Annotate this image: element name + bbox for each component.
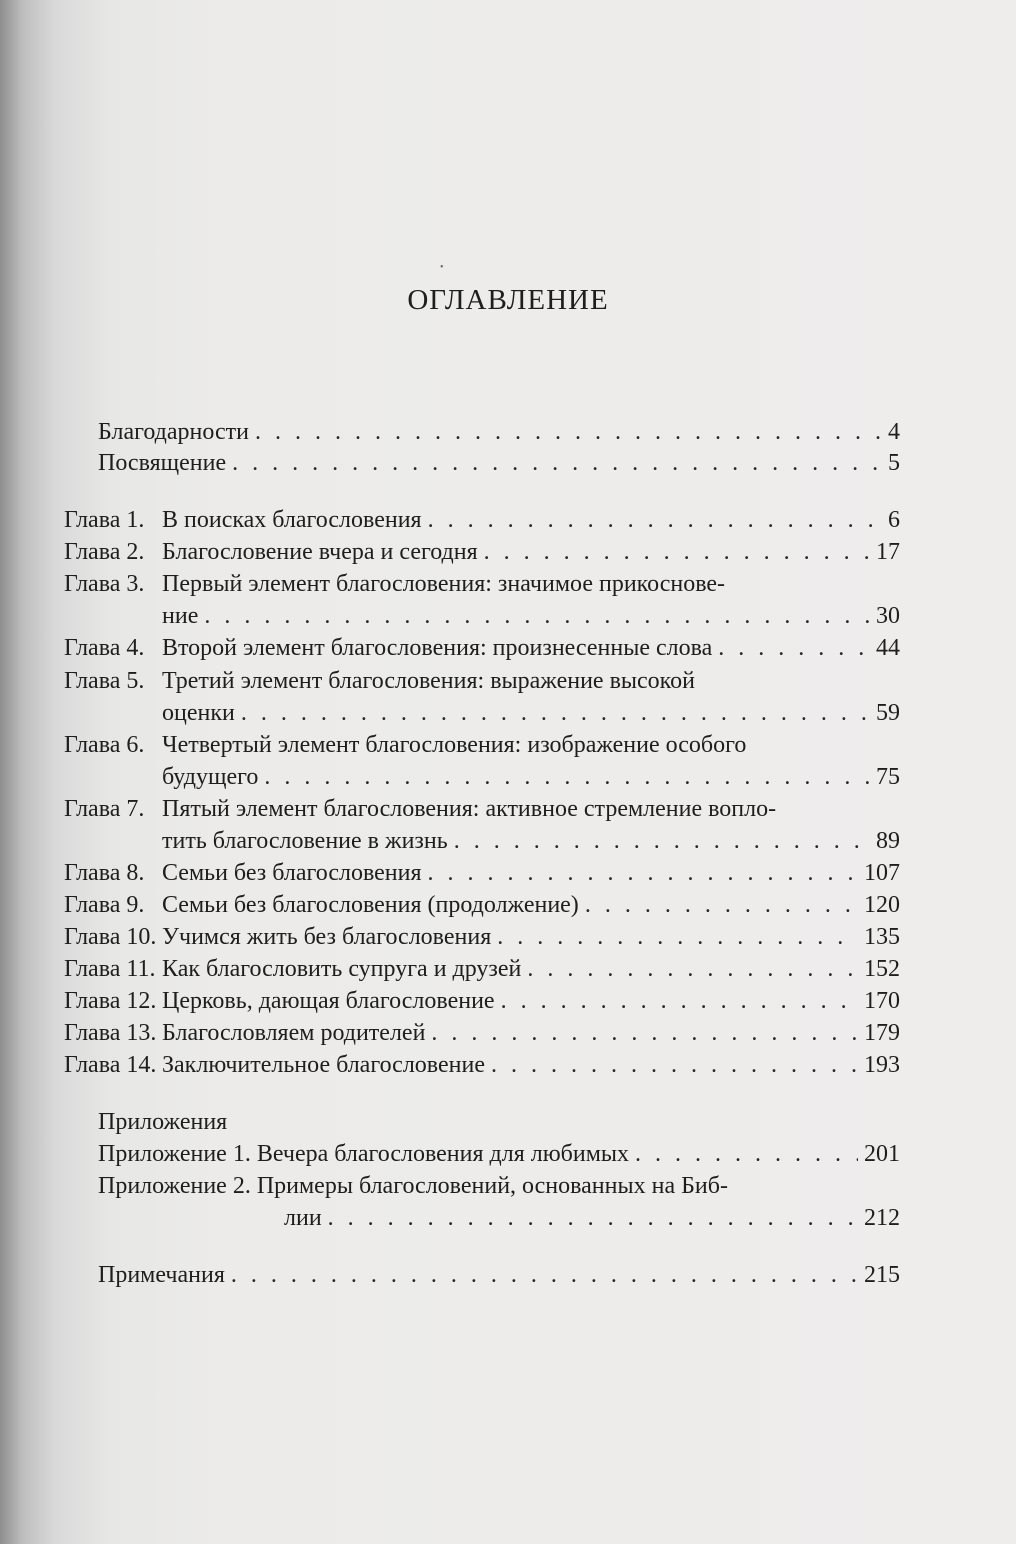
dot-leader [501,986,858,1017]
chapter-number: Глава 14. [64,1052,157,1078]
entry-title-line: Четвертый элемент благословения: изображение особого [162,732,747,758]
toc-entry-chapter-14[interactable] [162,1050,900,1081]
chapter-number: Глава 7. [64,796,145,822]
toc-entry-chapter-13[interactable] [162,1018,900,1049]
chapter-number: Глава 9. [64,892,145,918]
toc-entry-chapter-2[interactable] [162,537,900,568]
entry-page: 59 [876,700,900,726]
toc-entry-chapter-7[interactable] [162,826,900,857]
entry-page: 212 [864,1205,900,1231]
dot-leader [718,633,870,664]
dot-leader [431,1018,858,1049]
dot-leader [635,1139,858,1170]
chapter-number: Глава 8. [64,860,145,886]
entry-title: Церковь, дающая благословение [162,988,495,1014]
chapter-number: Глава 10. [64,924,157,950]
entry-title: Семьи без благословения (продолжение) [162,892,579,918]
entry-title: Благословляем родителей [162,1020,426,1046]
chapter-number: Глава 13. [64,1020,157,1046]
dot-leader [484,537,870,568]
entry-title: тить благословение в жизнь [162,828,448,854]
entry-page: 4 [888,419,900,445]
chapter-number: Глава 3. [64,571,145,597]
chapter-number: Глава 11. [64,956,156,982]
entry-title-line: Первый элемент благословения: значимое прикоснове- [162,571,726,597]
entry-title: Учимся жить без благословения [162,924,492,950]
entry-title: Посвящение [98,450,227,476]
entry-title: Примечания [98,1262,225,1288]
page-title: ОГЛАВЛЕНИЕ [407,284,609,316]
toc-entry-chapter-8[interactable] [162,858,900,889]
entry-title: В поисках благословения [162,507,422,533]
entry-page: 5 [888,450,900,476]
entry-title: Как благословить супруга и друзей [162,956,522,982]
chapter-number: Глава 5. [64,668,145,694]
toc-entry-appendix-2[interactable] [284,1203,900,1234]
print-speck: • [440,262,444,273]
toc-entry-notes[interactable] [98,1260,900,1291]
entry-page: 6 [888,507,900,533]
toc-entry-chapter-9[interactable] [162,890,900,921]
dot-leader [491,1050,858,1081]
entry-title-line: Приложение 2. Примеры благословений, основанных на Биб- [98,1173,728,1199]
entry-title: ние [162,603,199,629]
chapter-number: Глава 1. [64,507,145,533]
dot-leader [231,1260,858,1291]
chapter-number: Глава 2. [64,539,145,565]
dot-leader [232,448,882,479]
chapter-number: Глава 6. [64,732,145,758]
toc-entry-chapter-11[interactable] [162,954,900,985]
dot-leader [454,826,870,857]
entry-title: Благословение вчера и сегодня [162,539,478,565]
dot-leader [585,890,858,921]
entry-title: лии [284,1205,322,1231]
toc-entry-chapter-1[interactable] [162,505,900,536]
entry-page: 89 [876,828,900,854]
dot-leader [328,1203,858,1234]
entry-page: 201 [864,1141,900,1167]
dot-leader [428,505,882,536]
dot-leader [255,417,882,448]
dot-leader [497,922,858,953]
entry-title: Благодарности [98,419,249,445]
entry-title: Заключительное благословение [162,1052,485,1078]
entry-page: 135 [864,924,900,950]
entry-title: Приложение 1. Вечера благословения для любимых [98,1141,630,1167]
entry-title: Семьи без благословения [162,860,422,886]
entry-page: 107 [864,860,900,886]
entry-page: 170 [864,988,900,1014]
entry-title: Второй элемент благословения: произнесенные слова [162,635,713,661]
entry-page: 44 [876,635,900,661]
toc-entry-chapter-5[interactable] [162,698,900,729]
entry-page: 215 [864,1262,900,1288]
entry-title: будущего [162,764,259,790]
toc-entry-chapter-10[interactable] [162,922,900,953]
toc-entry-dedication[interactable] [98,448,900,479]
dot-leader [428,858,858,889]
entry-title-line: Пятый элемент благословения: активное стремление вопло- [162,796,777,822]
entry-title: оценки [162,700,235,726]
entry-page: 30 [876,603,900,629]
entry-page: 193 [864,1052,900,1078]
dot-leader [241,698,870,729]
toc-entry-appendix-1[interactable] [98,1139,900,1170]
toc-entry-chapter-3[interactable] [162,601,900,632]
toc-entry-chapter-6[interactable] [162,762,900,793]
chapter-number: Глава 4. [64,635,145,661]
entry-page: 75 [876,764,900,790]
toc-entry-chapter-4[interactable] [162,633,900,664]
appendix-heading: Приложения [98,1109,228,1135]
entry-page: 179 [864,1020,900,1046]
dot-leader [264,762,870,793]
dot-leader [204,601,870,632]
entry-title-line: Третий элемент благословения: выражение высокой [162,668,695,694]
entry-page: 152 [864,956,900,982]
toc-entry-acknowledgements[interactable] [98,417,900,448]
chapter-number: Глава 12. [64,988,157,1014]
toc-entry-chapter-12[interactable] [162,986,900,1017]
dot-leader [527,954,858,985]
entry-page: 17 [876,539,900,565]
entry-page: 120 [864,892,900,918]
